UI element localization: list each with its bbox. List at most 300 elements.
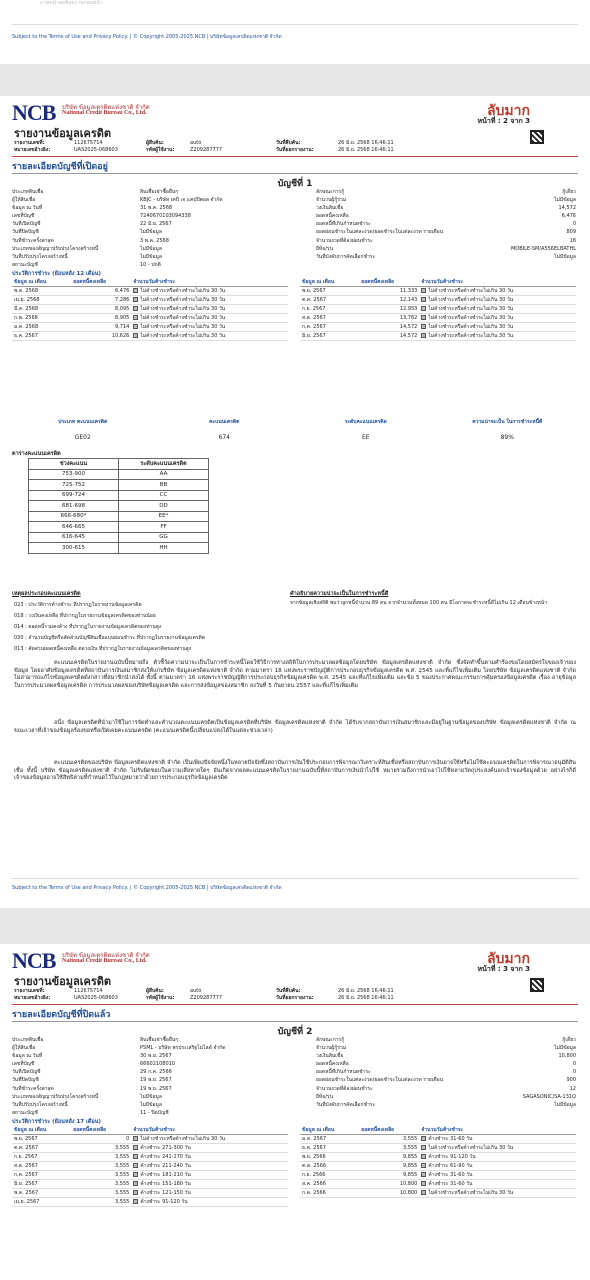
table-row [12,296,288,305]
account-title: บัญชีที่ 2 [277,1027,313,1037]
status-box-icon [421,288,426,293]
status-box-icon [133,315,138,320]
balance-cell: 13,762 [359,314,419,323]
meta-label: ผู้สืบค้น: [146,140,164,146]
detail-label: ประเภทสินเชื่อ [12,189,44,195]
table-header-row [300,1126,576,1135]
column-header: ยอดหนี้คงเหลือ [359,278,419,287]
grade-cell: EE* [119,511,209,522]
balance-cell: 6,476 [71,287,131,296]
status-cell [419,332,576,341]
month-cell: พ.ค. 2567 [12,1189,71,1198]
score-value: GE02 [74,434,91,441]
divider [12,1004,578,1005]
range-row [29,543,209,554]
month-cell: ส.ค. 2567 [300,314,359,323]
month-cell: ก.ย. 2567 [12,1153,71,1162]
detail-label: เลขที่บัญชี [12,1061,35,1068]
grade-cell: AA [119,469,209,480]
balance-cell: 10,800 [359,1180,419,1189]
meta-value: 26 มิ.ย. 2568 16:46:11 [338,995,394,1001]
reasons-title: เหตุผลประกอบคะแนนเครดิต [12,591,81,597]
table-row [12,287,288,296]
status-box-icon [133,1190,138,1195]
detail-label: ยอดผ่อนชำระในแต่ละงวด/ยอดชำระในแต่ละงวด รายเดือน [316,229,444,236]
detail-label: สถานะบัญชี [12,1109,38,1116]
status-text: ค้างชำระ 271-300 วัน [140,1145,191,1151]
status-box-icon [421,1190,426,1195]
meta-label: รายงานเลขที่: [14,988,45,994]
history-title: ประวัติการชำระ (ย้อนหลัง 17 เดือน) [12,1119,102,1125]
disclaimer-paragraph-2: อนึ่ง ข้อมูลเครดิตที่นำมาใช้ในการจัดทำและคำนวณคะแนนเครดิตเป็นข้อมูลเครดิตที่บริษัท ข้อมูลเครดิตแห่งชาติ จำกัด ได้รับจากสถาบันการเงินสมาชิกและมีอยู่ในฐานข้อมูลของบริษัท ข้อมูลเครดิตแห่งชาติ จำกัด ณ ขณะเวลาที่เจ้าของข้อมูลร้องขอหรือเปิดเผยคะแนนเครดิต (คะแนนเครดิตนี้เปลี่ยนแปลงได้ในแต่ละช่วงเวลา) [14,720,576,734]
detail-label: วันที่ชำระครั้งล่าสุด [12,237,54,244]
balance-cell: 0 [71,1135,131,1144]
month-cell: เม.ย. 2567 [12,1198,71,1207]
range-cell: 300-615 [29,543,119,554]
table-header-row [12,278,288,287]
report-title: รายงานข้อมูลเครดิต [14,127,112,140]
history-table-right [300,1126,576,1198]
table-row [12,314,288,323]
table-row [300,314,576,323]
detail-value: 11 - ปิดบัญชี [140,1109,169,1116]
meta-value: auto [190,140,202,146]
meta-label: หมายเลขอ้างอิง: [14,995,51,1001]
status-text: ค้างชำระ 181-210 วัน [140,1172,191,1178]
detail-label: วันที่ปรับปรุงโครงสร้างหนี้ [12,253,68,260]
status-cell [131,323,288,332]
month-cell: มิ.ย. 2567 [300,332,359,341]
divider [12,24,578,25]
meta-label: รายงานเลขที่: [14,140,45,146]
detail-value: ไม่มีข้อมูล [140,1093,162,1100]
range-row [29,511,209,522]
column-header: ยอดหนี้คงเหลือ [71,1126,131,1135]
account-details-right [316,188,576,261]
month-cell: พ.ย. 2566 [300,1153,359,1162]
reason-item: 023 : ประวัติการค้างชำระ ที่ปรากฏในรายงานข้อมูลเครดิต [14,602,142,608]
status-cell [419,1171,576,1180]
column-header: จำนวนวันค้างชำระ [419,1126,576,1135]
balance-cell: 7,286 [71,296,131,305]
meta-value: 26 มิ.ย. 2568 16:46:11 [338,140,394,146]
table-row [300,332,576,341]
detail-value: 18 [569,237,576,244]
detail-label: วันที่บังคับการคัดเลือกชำระ [316,1101,376,1108]
month-cell: ก.ค. 2567 [12,1171,71,1180]
page-3 [0,944,590,1280]
score-range-table [28,458,209,554]
table-row [12,1144,288,1153]
balance-cell: 3,555 [359,1144,419,1153]
score-value: EE [361,434,370,441]
meta-value: Z209287777 [190,995,223,1001]
detail-value: 30 พ.ย. 2567 [140,1053,172,1060]
page-header [0,944,590,992]
divider [12,173,578,174]
month-cell: ต.ค. 2567 [300,296,359,305]
detail-value: 14,572 [558,205,576,212]
status-box-icon [421,306,426,311]
detail-value: สินเชื่อเช่าซื้ออื่นๆ [140,189,178,195]
confidential-stamp: ลับมาก [486,103,530,119]
status-cell [131,296,288,305]
status-text: ไม่ค้างชำระหรือค้างชำระไม่เกิน 30 วัน [140,333,226,339]
range-row [29,532,209,543]
status-text: ไม่ค้างชำระหรือค้างชำระไม่เกิน 30 วัน [140,1136,226,1142]
meta-value: Z209287777 [190,147,223,153]
qr-code-icon [530,978,544,992]
detail-value: 7240670103094338 [140,213,191,220]
table-row [12,1180,288,1189]
status-cell [419,1144,576,1153]
status-cell [419,1162,576,1171]
range-column-header: ช่วงคะแนน [29,459,119,470]
disclaimer-paragraph-1: คะแนนเครดิตในรายงานฉบับนี้หมายถึง ตัวชี้วัดความน่าจะเป็นในการชำระหนี้โดยใช้วิธีการทางสถิติในการประมวลผลข้อมูลโดยบริษัท ข้อมูลเครดิตแห่งชาติ จำกัด ซึ่งจัดทำขึ้นตามคำร้องขอโดยสมัครใจของเจ้าของข้อมูล โดยอาศัยข้อมูลเครดิตที่สถาบันการเงินสมาชิกส่งให้แก่บริษัท ข้อมูลเครดิตแห่งชาติ จำกัด ตามมาตรา 18 แห่งพระราชบัญญัติการประกอบธุรกิจข้อมูลเครดิต พ.ศ. 2545 และที่แก้ไขเพิ่มเติม โดยบริษัท ข้อมูลเครดิตแห่งชาติ จำกัด ไม่สามารถแก้ไขข้อมูลเครดิตดังกล่าวที่สมาชิกนำส่งได้ ทั้งนี้ ตามมาตรา 16 แห่งพระราชบัญญัติการประกอบธุรกิจข้อมูลเครดิต พ.ศ. 2545 และที่แก้ไขเพิ่มเติม และข้อ 5 ของประกาศคณะกรรมการคุ้มครองข้อมูลเครดิต เรื่อง อายุข้อมูลในการประมวลผลข้อมูลเครดิต การประมวลผลของบริษัทข้อมูลเครดิต และการส่งข้อมูลของสมาชิก ลงวันที่ 5 กันยายน 2557 และที่แก้ไขเพิ่มเติม [14,660,576,689]
balance-cell: 3,555 [359,1135,419,1144]
column-header: ข้อมูล ณ เดือน [12,1126,71,1135]
balance-cell: 3,555 [71,1198,131,1207]
detail-value: 29 ก.ค. 2566 [140,1069,172,1076]
table-row [300,1171,576,1180]
balance-cell: 14,572 [359,332,419,341]
detail-label: ยอดหนี้ที่เกินกำหนดชำระ [316,1069,371,1076]
month-cell: พ.ย. 2567 [12,1135,71,1144]
table-row [12,1198,288,1207]
score-header: ระดับคะแนนเครดิต [344,419,387,425]
status-box-icon [133,1163,138,1168]
column-header: ยอดหนี้คงเหลือ [359,1126,419,1135]
detail-value: กู้เดี่ยว [562,1037,576,1043]
range-row [29,480,209,491]
probability-text: จากข้อมูลเชิงสถิติ พบว่าลูกหนี้จำนวน 89 คน จากจำนวนทั้งหมด 100 คน มีโอกาสจะชำระหนี้ดีไม่เกิน 12 เดือนข้างหน้า [290,600,548,606]
grade-cell: GG [119,532,209,543]
status-text: ค้างชำระ 31-60 วัน [428,1136,473,1142]
ncb-logo: NCB [12,100,56,125]
section-title: รายละเอียดบัญชีที่เปิดอยู่ [12,162,108,172]
divider [12,1021,578,1022]
table-row [300,1144,576,1153]
range-row [29,469,209,480]
logo-thai-name: บริษัท ข้อมูลเครดิตแห่งชาติ จำกัด [62,952,150,959]
page-number: หน้าที่ : 3 จาก 3 [477,965,530,973]
status-text: ไม่ค้างชำระหรือค้างชำระไม่เกิน 30 วัน [428,1145,514,1151]
page-1-tail [0,0,590,64]
detail-label: จำนวนงวดที่ต้องผ่อนชำระ [316,237,373,244]
status-box-icon [133,297,138,302]
meta-value: 26 มิ.ย. 2568 16:46:11 [338,988,394,994]
balance-cell: 12,143 [359,296,419,305]
month-cell: ก.ย. 2567 [300,305,359,314]
detail-value: สินเชื่อเช่าซื้ออื่นๆ [140,1037,178,1043]
detail-label: วันที่เปิดบัญชี [12,221,41,228]
status-box-icon [421,324,426,329]
status-cell [419,287,576,296]
detail-label: ลักษณะการกู้ [316,1037,345,1043]
detail-value: 22 มิ.ย. 2567 [140,221,172,228]
range-cell: 753-900 [29,469,119,480]
status-cell [131,305,288,314]
status-cell [131,1171,288,1180]
status-box-icon [421,297,426,302]
meta-value: UAS2025-068603 [74,995,118,1001]
history-table-right [300,278,576,341]
meta-label: วันที่ออกรายงาน: [276,995,314,1001]
detail-label: ข้อมูล ณ วันที่ [12,1053,43,1060]
range-title: ตารางคะแนนเครดิต [12,451,61,457]
status-text: ค้างชำระ 31-60 วัน [428,1172,473,1178]
table-row [300,305,576,314]
grade-cell: CC [119,490,209,501]
meta-value: UAS2025-068603 [74,147,118,153]
balance-cell: 9,714 [71,323,131,332]
status-text: ไม่ค้างชำระหรือค้างชำระไม่เกิน 30 วัน [140,297,226,303]
detail-value: ไม่มีข้อมูล [554,253,576,260]
balance-cell: 3,555 [71,1144,131,1153]
status-cell [131,332,288,341]
balance-cell: 10,800 [359,1189,419,1198]
reason-item: 030 : จำนวนบัญชีหรือสัดส่วนบัญชีสินเชื่อแบบผ่อนชำระ ที่ปรากฏในรายงานข้อมูลเครดิต [14,635,205,641]
status-box-icon [133,288,138,293]
detail-label: สถานะบัญชี [12,261,38,268]
detail-value: 809 [566,229,576,236]
table-row [300,1189,576,1198]
meta-label: วันที่ออกรายงาน: [276,147,314,153]
section-title: รายละเอียดบัญชีที่ปิดแล้ว [12,1010,111,1020]
month-cell: มิ.ย. 2567 [12,1180,71,1189]
logo-english-name: National Credit Bureau Co., Ltd. [62,958,147,964]
faint-text: ภาพหน้าจอข้อความก่อนหน้า [40,0,103,6]
detail-label: ยี่ห้อ/รุ่น [316,245,334,252]
detail-value: 10 - ปกติ [140,261,161,268]
detail-label: ยอดหนี้คงเหลือ [316,213,349,220]
balance-cell: 10,626 [71,332,131,341]
column-header: ข้อมูล ณ เดือน [300,278,359,287]
status-box-icon [133,1136,138,1141]
qr-code-icon [530,130,544,144]
detail-label: วันที่ปิดบัญชี [12,229,39,236]
status-text: ค้างชำระ 31-60 วัน [428,1181,473,1187]
status-text: ค้างชำระ 151-180 วัน [140,1181,191,1187]
balance-cell: 8,905 [71,314,131,323]
status-box-icon [133,333,138,338]
status-box-icon [421,1145,426,1150]
detail-value: ไม่มีข้อมูล [554,1101,576,1108]
reasons-list [14,602,279,657]
status-box-icon [133,324,138,329]
range-row [29,490,209,501]
range-row [29,501,209,512]
month-cell: ก.ย. 2566 [300,1171,359,1180]
range-cell: 616-645 [29,532,119,543]
month-cell: ก.พ. 2568 [12,314,71,323]
history-table-left [12,1126,288,1207]
score-value: 89% [500,434,514,441]
detail-label: เลขที่บัญชี [12,213,35,220]
status-box-icon [421,1154,426,1159]
detail-value: ไม่มีข้อมูล [140,1101,162,1108]
detail-label: วงเงินสินเชื่อ [316,1053,344,1060]
table-row [300,1180,576,1189]
score-header: ประเภท คะแนนเครดิต [58,419,108,425]
logo-thai-name: บริษัท ข้อมูลเครดิตแห่งชาติ จำกัด [62,104,150,111]
detail-value: กู้เดี่ยว [562,189,576,195]
status-cell [131,287,288,296]
detail-value: ไม่มีข้อมูล [140,229,162,236]
detail-label: วันที่บังคับการคัดเลือกชำระ [316,253,376,260]
score-summary-values [12,434,578,441]
meta-value: 26 มิ.ย. 2568 16:46:11 [338,147,394,153]
status-text: ค้างชำระ 121-150 วัน [140,1190,191,1196]
detail-value: ไม่มีข้อมูล [140,245,162,252]
divider [12,878,578,879]
footer-link[interactable]: Subject to the Terms of Use and Privacy Policy. | © Copyright 2005-2025 NCB | บริษัทข้อมูลเครดิตแห่งชาติ จำกัด [12,34,282,40]
meta-label: วันที่สืบค้น: [276,988,301,994]
reason-item: 014 : ยอดหนี้รวมคงค้าง ที่ปรากฏในรายงานข้อมูลเครดิตของท่านสูง [14,624,162,630]
status-cell [131,1198,288,1207]
score-header: คะแนนเครดิต [209,419,240,425]
table-row [12,1189,288,1198]
detail-value: 19 พ.ย. 2567 [140,1085,172,1092]
status-box-icon [133,1172,138,1177]
status-box-icon [421,333,426,338]
status-box-icon [421,315,426,320]
detail-label: ผู้ให้สินเชื่อ [12,1045,36,1052]
table-row [12,1153,288,1162]
detail-label: ยอดผ่อนชำระในแต่ละงวด/ยอดชำระในแต่ละงวด รายเดือน [316,1077,444,1084]
detail-value: 3 พ.ค. 2568 [140,237,169,244]
report-meta [14,988,520,1002]
score-value: 674 [218,434,230,441]
report-meta [14,140,520,154]
grade-cell: FF [119,522,209,533]
balance-cell: 11,333 [359,287,419,296]
balance-cell: 9,855 [359,1153,419,1162]
status-cell [131,1144,288,1153]
reason-item: 013 : สัดส่วนยอดหนี้คงเหลือ ต่อวงเงิน ที่ปรากฏในรายงานข้อมูลเครดิตของท่านสูง [14,646,192,652]
score-header: ความน่าจะเป็น ในการชำระหนี้ดี [472,419,543,425]
status-box-icon [133,1181,138,1186]
month-cell: ก.ค. 2567 [300,323,359,332]
grade-cell: DD [119,501,209,512]
page-2 [0,96,590,908]
detail-value: 900 [566,1077,576,1084]
ncb-logo: NCB [12,948,56,973]
detail-label: ประเภทของสัญญาปรับปรุงโครงสร้างหนี้ [12,1093,99,1100]
status-cell [419,1189,576,1198]
status-box-icon [133,306,138,311]
divider [12,156,578,157]
status-text: ค้างชำระ 91-120 วัน [140,1199,188,1205]
history-title: ประวัติการชำระ (ย้อนหลัง 12 เดือน) [12,271,102,277]
status-cell [131,314,288,323]
balance-cell: 3,555 [71,1162,131,1171]
table-header-row [12,1126,288,1135]
balance-cell: 9,855 [359,1171,419,1180]
detail-value: ไม่มีข้อมูล [554,1045,576,1052]
status-cell [419,314,576,323]
detail-value: 6,476 [561,213,576,220]
reason-item: 018 : วงเงินคงเหลือ ที่ปรากฏในรายงานข้อมูลเครดิตของท่านน้อย [14,613,156,619]
confidential-stamp: ลับมาก [486,951,530,967]
table-row [12,1135,288,1144]
detail-label: วันที่ปิดบัญชี [12,1077,39,1084]
status-box-icon [133,1145,138,1150]
status-text: ค้างชำระ 241-270 วัน [140,1154,191,1160]
status-text: ไม่ค้างชำระหรือค้างชำระไม่เกิน 30 วัน [428,333,514,339]
range-cell: 646-665 [29,522,119,533]
status-cell [131,1162,288,1171]
table-row [12,1162,288,1171]
table-row [300,296,576,305]
status-cell [419,1135,576,1144]
footer-link[interactable]: Subject to the Terms of Use and Privacy Policy. | © Copyright 2005-2025 NCB | บริษัทข้อมูลเครดิตแห่งชาติ จำกัด [12,885,282,891]
status-text: ไม่ค้างชำระหรือค้างชำระไม่เกิน 30 วัน [428,297,514,303]
detail-value: 10,800 [558,1053,576,1060]
detail-value: 0 [572,1061,576,1068]
balance-cell: 12,953 [359,305,419,314]
status-cell [131,1189,288,1198]
detail-label: วงเงินสินเชื่อ [316,205,344,212]
detail-label: จำนวนผู้กู้ร่วม [316,197,347,204]
detail-label: ลักษณะการกู้ [316,189,345,195]
status-cell [131,1180,288,1189]
status-text: ไม่ค้างชำระหรือค้างชำระไม่เกิน 30 วัน [428,288,514,294]
status-text: ไม่ค้างชำระหรือค้างชำระไม่เกิน 30 วัน [140,324,226,330]
meta-label: ผู้สืบค้น: [146,988,164,994]
status-cell [131,1135,288,1144]
status-box-icon [421,1163,426,1168]
probability-title: คำอธิบายความน่าจะเป็นในการชำระหนี้ดี [290,591,389,597]
meta-value: 112675714 [74,140,103,146]
account-details-left [12,188,240,269]
detail-value: PSML - บริษัท พรประเสริฐโมไลด์ จำกัด [140,1045,226,1052]
column-header: ข้อมูล ณ เดือน [12,278,71,287]
month-cell: ก.ค. 2566 [300,1189,359,1198]
detail-label: วันที่ชำระครั้งล่าสุด [12,1085,54,1092]
table-row [12,1171,288,1180]
status-text: ค้างชำระ 211-240 วัน [140,1163,191,1169]
detail-label: วันที่ปรับปรุงโครงสร้างหนี้ [12,1101,68,1108]
balance-cell: 3,555 [71,1171,131,1180]
detail-label: จำนวนผู้กู้ร่วม [316,1045,347,1052]
meta-label: รหัสผู้ใช้งาน: [146,995,175,1001]
detail-label: ยอดหนี้คงเหลือ [316,1061,349,1068]
disclaimer-paragraph-3: คะแนนเครดิตของบริษัท ข้อมูลเครดิตแห่งชาติ จำกัด เป็นเพียงปัจจัยหนึ่งในหลายปัจจัยซึ่งสถาบันการเงินใช้ประกอบการพิจารณาวิเคราะห์สินเชื่อหรือสถาบันการเงินอาจใช้หรือไม่ใช้คะแนนเครดิตในการพิจารณาอนุมัติสินเชื่อ ทั้งนี้ บริษัท ข้อมูลเครดิตแห่งชาติ จำกัด ไม่รับผิดชอบในความเสียหายใดๆ อันเกิดจากผลคะแนนเครดิตในรายงานฉบับนี้ที่สถาบันการเงินนำไปใช้ หมายรวมถึงการนำเอาไปใช้หลายวัตถุประสงค์นอกเจ้าของข้อมูลด้วย อย่างไรก็ดีเจ้าของข้อมูลอาจใช้สิทธิตามที่กำหนดไว้ในกฎหมายว่าด้วยการประกอบธุรกิจข้อมูลเครดิต [14,760,576,782]
balance-cell: 3,555 [71,1153,131,1162]
detail-value: ไม่มีข้อมูล [554,197,576,204]
month-cell: ต.ค. 2566 [300,1162,359,1171]
page-header [0,96,590,144]
status-box-icon [421,1136,426,1141]
account-title: บัญชีที่ 1 [277,179,313,189]
meta-label: รหัสผู้ใช้งาน: [146,147,175,153]
month-cell: เม.ย. 2568 [12,296,71,305]
status-cell [131,1153,288,1162]
meta-label: หมายเลขอ้างอิง: [14,147,51,153]
detail-label: ประเภทของสัญญาปรับปรุงโครงสร้างหนี้ [12,245,99,252]
column-header: ยอดหนี้คงเหลือ [71,278,131,287]
detail-value: ไม่มีข้อมูล [140,253,162,260]
range-header-row [29,459,209,470]
table-row [12,305,288,314]
month-cell: มี.ค. 2568 [12,305,71,314]
grade-cell: BB [119,480,209,491]
detail-value: 66602108010 [140,1061,175,1068]
balance-cell: 3,555 [71,1189,131,1198]
range-row [29,522,209,533]
status-text: ค้างชำระ 61-90 วัน [428,1163,473,1169]
